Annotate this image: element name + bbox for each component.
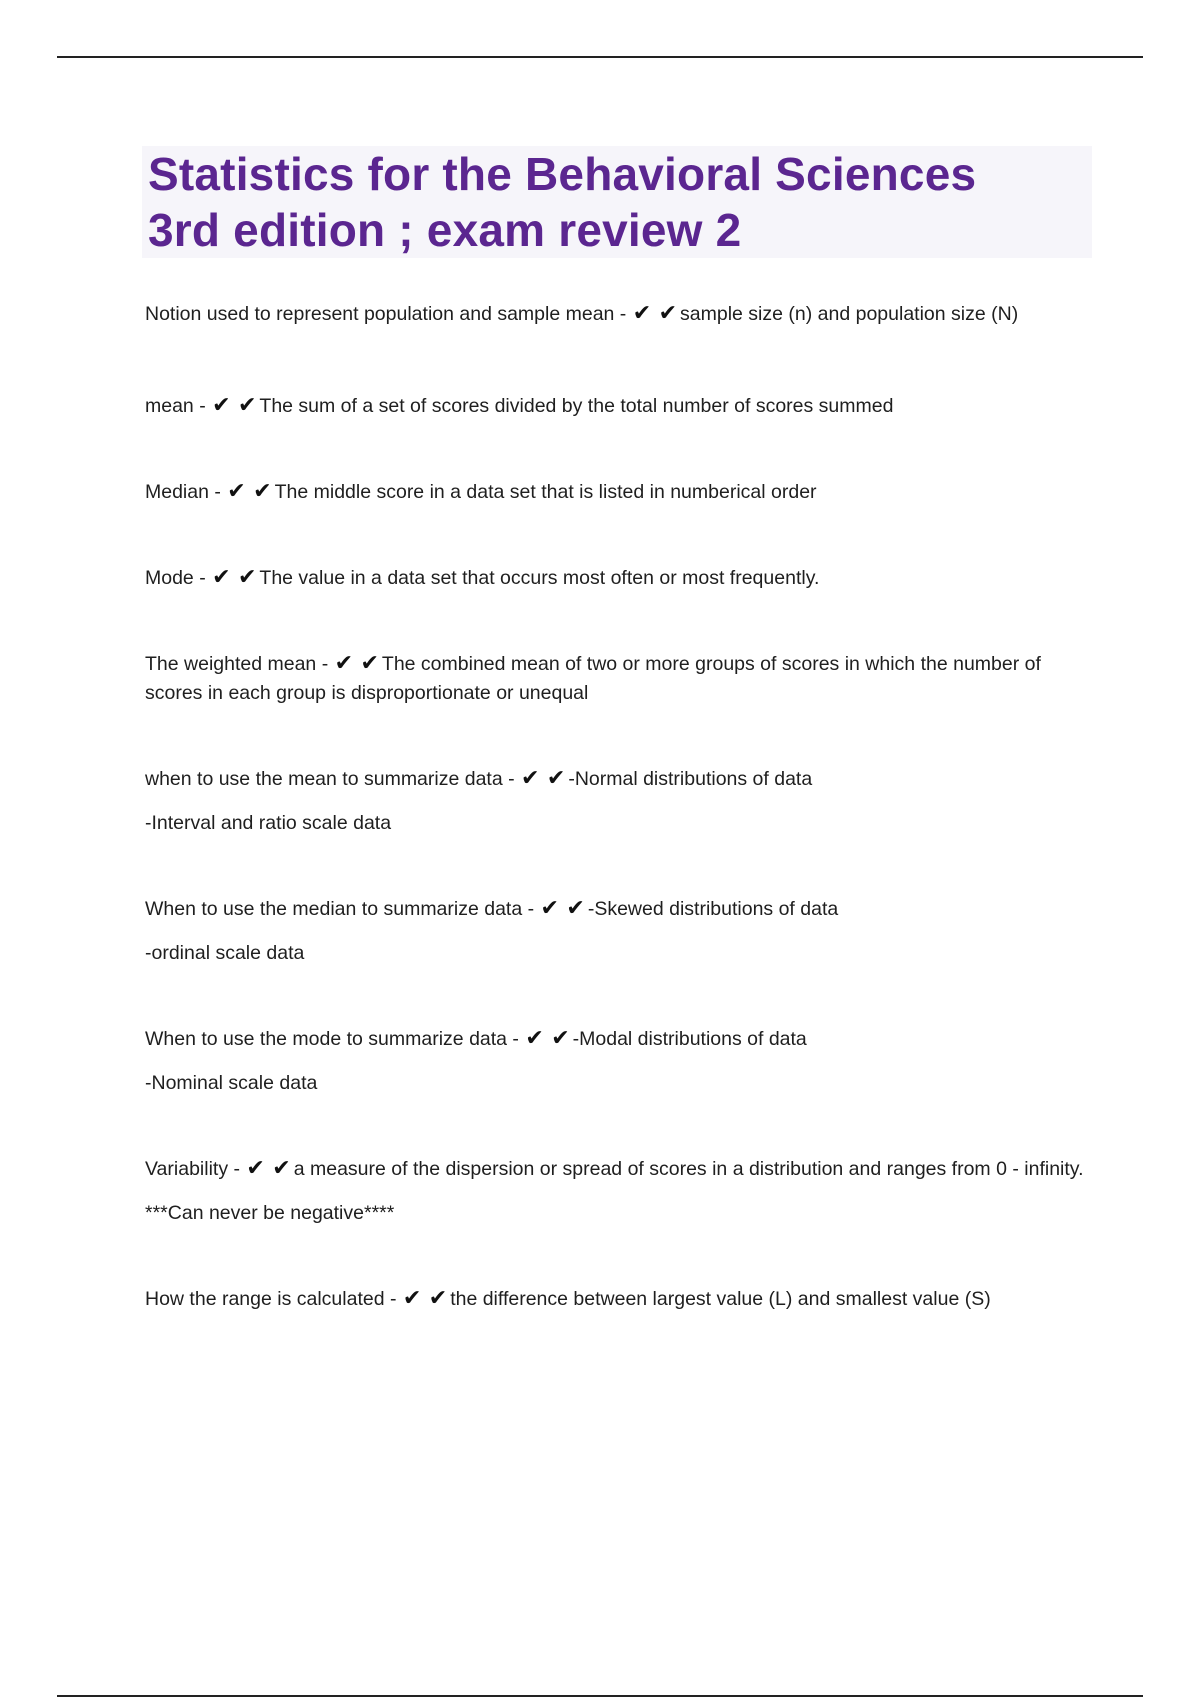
qa-question [145, 564, 1085, 593]
checkmark-icon: ✔ [227, 479, 246, 504]
check-marks [226, 481, 272, 503]
checkmark-icon: ✔ [540, 896, 559, 921]
qa-question [145, 478, 1085, 507]
qa-item [145, 1025, 1085, 1098]
checkmark-icon: ✔ [521, 766, 540, 791]
qa-answer: The combined mean of two or more groups of scores in which the number of scores in each group is disproportionate or unequal [145, 653, 1041, 704]
qa-list [145, 300, 1085, 1314]
qa-extra-line: -ordinal scale data [145, 942, 305, 964]
checkmark-icon: ✔ [546, 766, 566, 791]
checkmark-icon: ✔ [658, 301, 678, 326]
qa-question [145, 392, 1085, 421]
qa-question [145, 300, 1085, 329]
check-marks [520, 768, 566, 790]
checkmark-icon: ✔ [525, 1026, 544, 1051]
qa-item [145, 1155, 1085, 1228]
qa-question [145, 1155, 1085, 1184]
qa-question [145, 765, 1085, 794]
check-marks [540, 898, 586, 920]
qa-term: Median - [145, 481, 227, 503]
checkmark-icon: ✔ [551, 1026, 570, 1051]
checkmark-icon: ✔ [212, 565, 231, 590]
checkmark-icon: ✔ [334, 651, 354, 676]
check-marks [211, 567, 257, 589]
qa-answer: The middle score in a data set that is listed in numberical order [274, 481, 817, 503]
qa-term: When to use the median to summarize data - [145, 898, 540, 920]
qa-item [145, 765, 1085, 838]
qa-answer: -Normal distributions of data [568, 768, 813, 790]
qa-term: When to use the mode to summarize data - [145, 1028, 525, 1050]
qa-term: mean - [145, 395, 212, 417]
qa-item [145, 300, 1085, 329]
qa-extra-line: -Nominal scale data [145, 1072, 318, 1094]
qa-question [145, 650, 1085, 708]
qa-question [145, 1285, 1085, 1314]
qa-answer: The sum of a set of scores divided by the total number of scores summed [259, 395, 894, 417]
check-marks [245, 1158, 291, 1180]
qa-question [145, 895, 1085, 924]
qa-term: Notion used to represent population and sample mean - [145, 303, 632, 325]
checkmark-icon: ✔ [566, 896, 585, 921]
check-marks [632, 303, 678, 325]
qa-item [145, 478, 1085, 507]
qa-answer: sample size (n) and population size (N) [680, 303, 1019, 325]
qa-answer: -Skewed distributions of data [587, 898, 839, 920]
check-marks [334, 653, 380, 675]
header-rule [57, 56, 1143, 58]
check-marks [524, 1028, 570, 1050]
title-block [142, 146, 1092, 258]
title-line-1: Statistics for the Behavioral Sciences [148, 148, 977, 200]
qa-item [145, 650, 1085, 708]
qa-item [145, 895, 1085, 968]
check-marks [402, 1288, 448, 1310]
checkmark-icon: ✔ [360, 651, 379, 676]
footer-rule [57, 1695, 1143, 1697]
checkmark-icon: ✔ [402, 1286, 422, 1311]
checkmark-icon: ✔ [246, 1156, 265, 1181]
qa-term: when to use the mean to summarize data - [145, 768, 521, 790]
qa-extra-line: ***Can never be negative**** [145, 1202, 395, 1224]
qa-answer: the difference between largest value (L) and smallest value (S) [450, 1288, 991, 1310]
qa-answer: -Modal distributions of data [572, 1028, 807, 1050]
qa-item [145, 392, 1085, 421]
checkmark-icon: ✔ [237, 393, 257, 418]
title-line-2: 3rd edition ; exam review 2 [148, 204, 742, 256]
qa-item [145, 564, 1085, 593]
checkmark-icon: ✔ [237, 565, 257, 590]
qa-question [145, 1025, 1085, 1054]
qa-answer: a measure of the dispersion or spread of scores in a distribution and ranges from 0 - infinity. [293, 1158, 1084, 1180]
checkmark-icon: ✔ [428, 1286, 448, 1311]
checkmark-icon: ✔ [253, 479, 272, 504]
qa-item [145, 1285, 1085, 1314]
qa-term: How the range is calculated - [145, 1288, 402, 1310]
checkmark-icon: ✔ [632, 301, 652, 326]
checkmark-icon: ✔ [212, 393, 231, 418]
qa-term: The weighted mean - [145, 653, 334, 675]
qa-answer: The value in a data set that occurs most often or most frequently. [259, 567, 820, 589]
checkmark-icon: ✔ [272, 1156, 291, 1181]
qa-extra-line: -Interval and ratio scale data [145, 812, 392, 834]
check-marks [211, 395, 257, 417]
qa-term: Variability - [145, 1158, 246, 1180]
qa-term: Mode - [145, 567, 212, 589]
document-title [148, 146, 1086, 258]
